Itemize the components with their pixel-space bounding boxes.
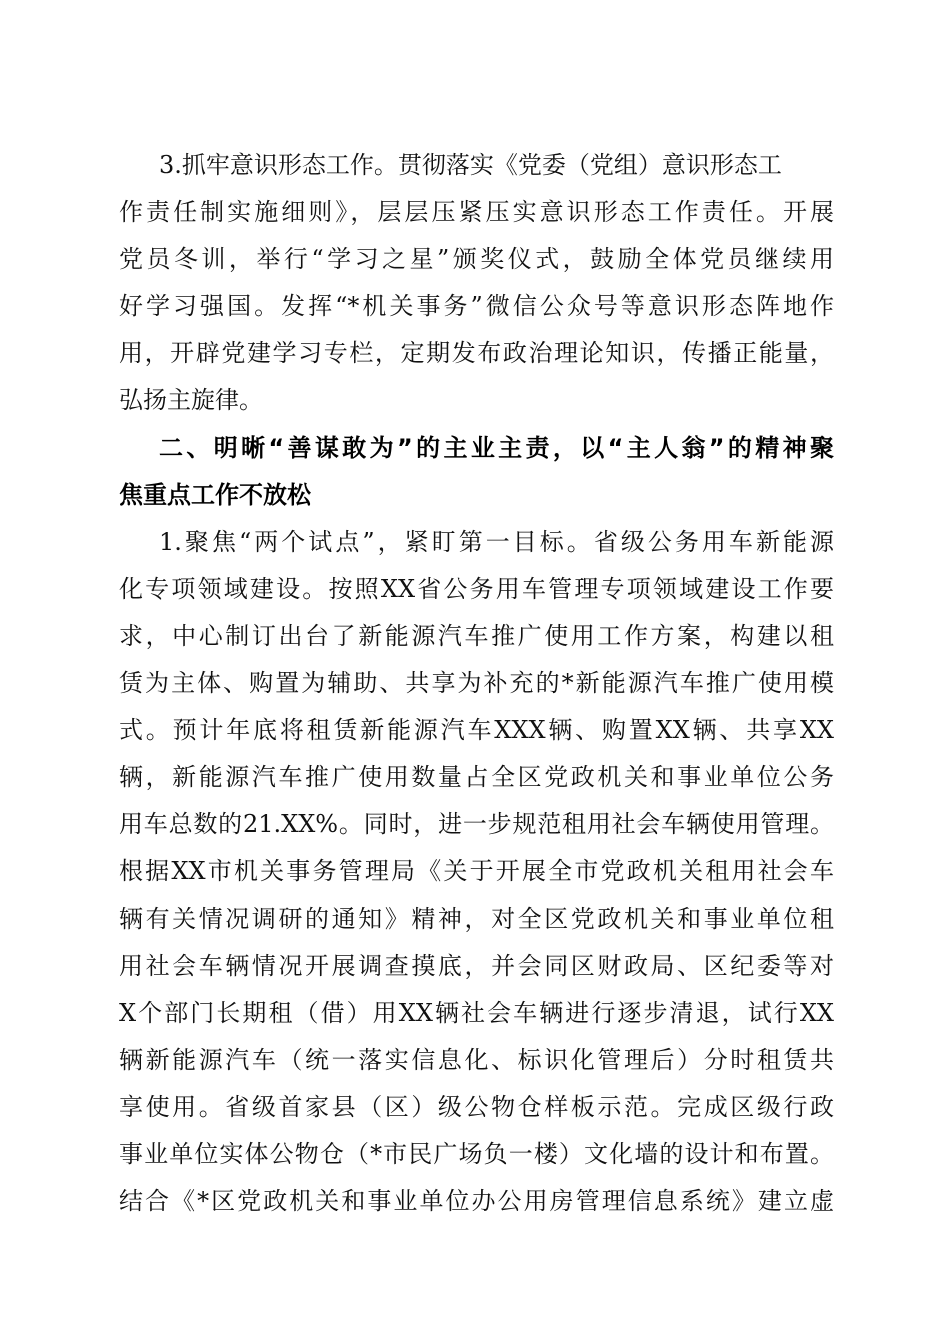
paragraph-1-line-12: 辆新能源汽车（统一落实信息化、标识化管理后）分时租赁共 [119,1045,834,1074]
paragraph-1-line-3: 求，中心制订出台了新能源汽车推广使用工作方案，构建以租 [119,621,834,650]
section-heading-line-2: 焦重点工作不放松 [119,480,311,509]
paragraph-1-line-1: 1.聚焦“两个试点”，紧盯第一目标。省级公务用车新能源 [159,527,834,556]
paragraph-3-line-2: 作责任制实施细则》，层层压紧压实意识形态工作责任。开展 [119,198,834,227]
paragraph-1-line-14: 事业单位实体公物仓（*市民广场负一楼）文化墙的设计和布置。 [119,1139,834,1168]
paragraph-1-line-4: 赁为主体、购置为辅助、共享为补充的*新能源汽车推广使用模 [119,669,834,698]
paragraph-3-line-6: 弘扬主旋律。 [119,386,263,415]
paragraph-1-line-7: 用车总数的21.XX%。同时，进一步规范租用社会车辆使用管理。 [119,810,834,839]
paragraph-1-line-6: 辆，新能源汽车推广使用数量占全区党政机关和事业单位公务 [119,763,834,792]
paragraph-1-line-5: 式。预计年底将租赁新能源汽车XXX辆、购置XX辆、共享XX [119,716,834,745]
paragraph-3-line-4: 好学习强国。发挥“*机关事务”微信公众号等意识形态阵地作 [119,292,834,321]
paragraph-1-line-2: 化专项领域建设。按照XX省公务用车管理专项领域建设工作要 [119,574,834,603]
paragraph-3-line-3: 党员冬训，举行“学习之星”颁奖仪式，鼓励全体党员继续用 [119,245,834,274]
section-heading-line-1: 二、明晰“善谋敢为”的主业主责，以“主人翁”的精神聚 [159,433,834,462]
paragraph-1-line-10: 用社会车辆情况开展调查摸底，并会同区财政局、区纪委等对 [119,951,834,980]
paragraph-1-line-11: X个部门长期租（借）用XX辆社会车辆进行逐步清退，试行XX [119,998,834,1027]
paragraph-3-line-5: 用，开辟党建学习专栏，定期发布政治理论知识，传播正能量， [119,339,834,368]
paragraph-1-line-9: 辆有关情况调研的通知》精神，对全区党政机关和事业单位租 [119,904,834,933]
paragraph-1-line-8: 根据XX市机关事务管理局《关于开展全市党政机关租用社会车 [119,857,834,886]
paragraph-1-line-13: 享使用。省级首家县（区）级公物仓样板示范。完成区级行政 [119,1092,834,1121]
paragraph-1-line-15: 结合《*区党政机关和事业单位办公用房管理信息系统》建立虚 [119,1187,834,1216]
document-body [119,142,834,1225]
paragraph-3-line-1: 3.抓牢意识形态工作。贯彻落实《党委（党组）意识形态工 [159,151,782,179]
